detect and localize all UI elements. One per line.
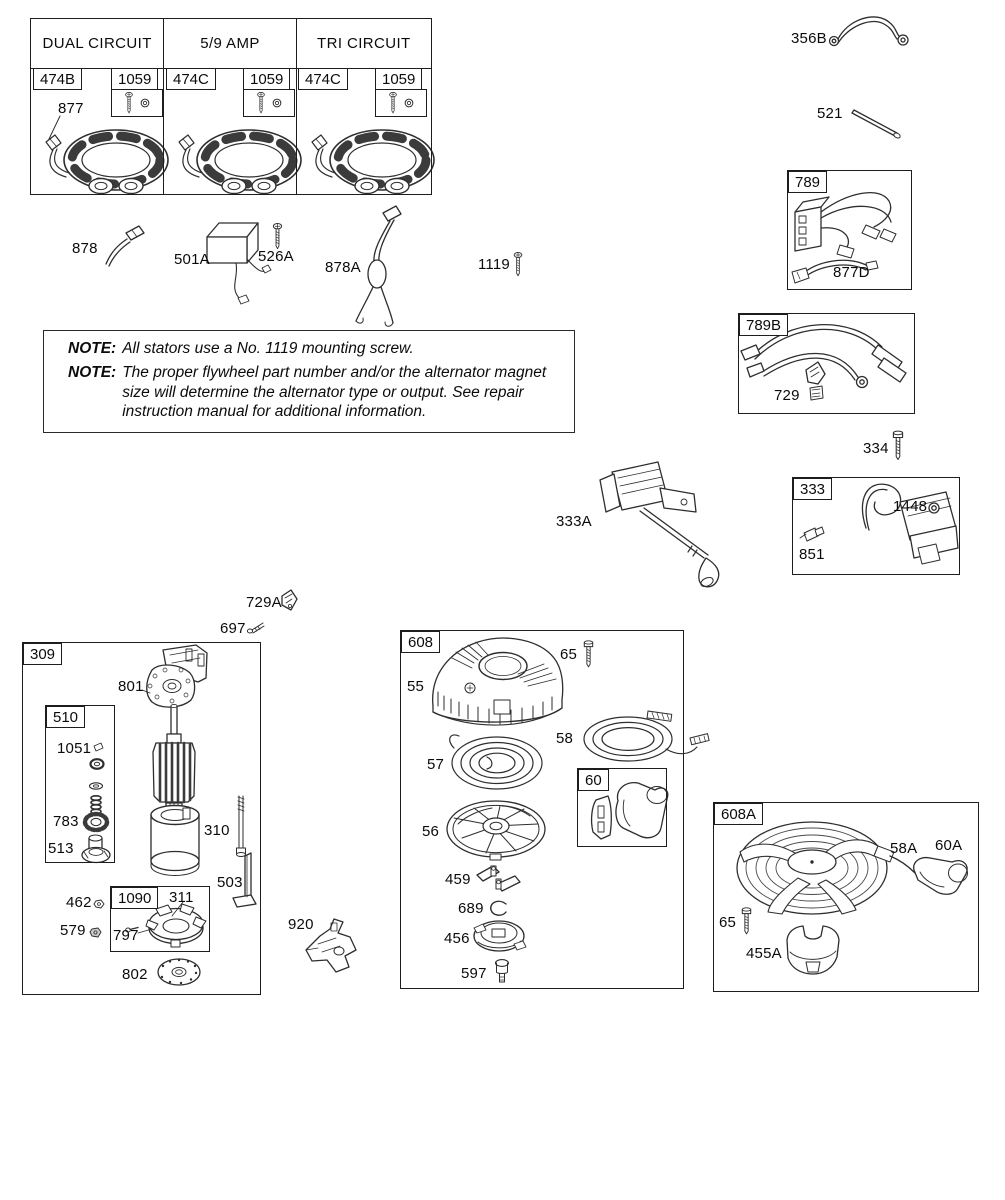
part-label-877D: 877D <box>833 264 870 281</box>
box-tag-608: 608 <box>401 631 440 653</box>
part-label-597: 597 <box>461 965 487 982</box>
box-tag-333: 333 <box>793 478 832 500</box>
part-label-513: 513 <box>48 840 74 857</box>
part-label-729A: 729A <box>246 594 282 611</box>
part-label-797: 797 <box>113 927 139 944</box>
stator-table <box>30 18 432 195</box>
washer-icon <box>404 98 414 108</box>
wire-878-drawing <box>106 226 144 266</box>
fastener-box <box>375 89 427 117</box>
part-label-1119: 1119 <box>478 256 510 273</box>
screw-1119-drawing <box>514 253 522 276</box>
box-tag-789: 789 <box>788 171 827 193</box>
coil-333A-drawing <box>600 462 719 588</box>
note-text-2: The proper flywheel part number and/or the alternator magnet size will determine the alternator type or output. See repair instruction manual for additional information. <box>122 363 547 421</box>
stator-panel-header: TRI CIRCUIT <box>297 19 431 69</box>
part-label-501A: 501A <box>174 251 210 268</box>
part-label-58A: 58A <box>890 840 918 857</box>
part-label-851: 851 <box>799 546 825 563</box>
part-tag-474C: 474C <box>298 68 348 90</box>
part-tag-1059: 1059 <box>111 68 158 90</box>
note-line-2 <box>68 363 564 422</box>
part-label-920: 920 <box>288 916 314 933</box>
part-label-878: 878 <box>72 240 98 257</box>
clip-729A-drawing <box>282 590 297 610</box>
part-label-801: 801 <box>118 678 144 695</box>
box-tag-309: 309 <box>23 643 62 665</box>
part-label-57: 57 <box>427 756 445 773</box>
screw-334-drawing <box>893 431 902 459</box>
screw-526A-drawing <box>273 224 281 249</box>
part-label-334: 334 <box>863 440 889 457</box>
part-label-1448: 1448 <box>893 498 928 515</box>
part-label-310: 310 <box>204 822 230 839</box>
part-label-333A: 333A <box>556 513 592 530</box>
part-tag-1059: 1059 <box>243 68 290 90</box>
part-label-579: 579 <box>60 922 86 939</box>
part-label-58: 58 <box>556 730 574 747</box>
part-label-459: 459 <box>445 871 471 888</box>
screw-697-drawing <box>247 623 264 633</box>
note-line-1 <box>68 339 564 359</box>
box-608A <box>713 802 979 992</box>
part-label-1051: 1051 <box>57 740 92 757</box>
part-label-356B: 356B <box>791 30 827 47</box>
screw-icon <box>388 92 398 114</box>
screw-icon <box>124 92 134 114</box>
box-tag-608A: 608A <box>714 803 763 825</box>
fastener-box <box>111 89 163 117</box>
note-box <box>43 330 575 433</box>
part-label-526A: 526A <box>258 248 294 265</box>
box-tag-789B: 789B <box>739 314 788 336</box>
tube-521-drawing <box>852 110 901 139</box>
part-label-697: 697 <box>220 620 246 637</box>
part-label-65b: 65 <box>719 914 737 931</box>
note-label: NOTE: <box>68 340 117 357</box>
washer-icon <box>272 98 282 108</box>
part-label-56: 56 <box>422 823 440 840</box>
stator-panel-header: DUAL CIRCUIT <box>31 19 163 69</box>
box-tag-60: 60 <box>578 769 609 791</box>
part-label-65: 65 <box>560 646 578 663</box>
part-label-878A: 878A <box>325 259 361 276</box>
part-tag-474C: 474C <box>166 68 216 90</box>
part-label-462: 462 <box>66 894 92 911</box>
washer-icon <box>140 98 150 108</box>
part-label-55: 55 <box>407 678 425 695</box>
note-label: NOTE: <box>68 363 117 381</box>
screw-icon <box>256 92 266 114</box>
part-label-455A: 455A <box>746 945 782 962</box>
part-label-456: 456 <box>444 930 470 947</box>
box-tag-510: 510 <box>46 706 85 728</box>
fastener-box <box>243 89 295 117</box>
part-label-311: 311 <box>169 889 194 906</box>
part-label-877: 877 <box>58 100 84 117</box>
box-tag-1090: 1090 <box>111 887 158 909</box>
part-label-689: 689 <box>458 900 484 917</box>
part-label-503: 503 <box>217 874 243 891</box>
stator-panel-header: 5/9 AMP <box>164 19 295 69</box>
note-text-1: All stators use a No. 1119 mounting screw. <box>122 340 414 357</box>
part-label-521: 521 <box>817 105 843 122</box>
part-tag-474B: 474B <box>33 68 82 90</box>
part-label-729: 729 <box>774 387 800 404</box>
harness-878A-drawing <box>356 206 401 326</box>
part-tag-1059: 1059 <box>375 68 422 90</box>
part-label-802: 802 <box>122 966 148 983</box>
wire-356B-drawing <box>830 17 909 46</box>
part-label-60A: 60A <box>935 837 963 854</box>
part-label-783: 783 <box>53 813 79 830</box>
